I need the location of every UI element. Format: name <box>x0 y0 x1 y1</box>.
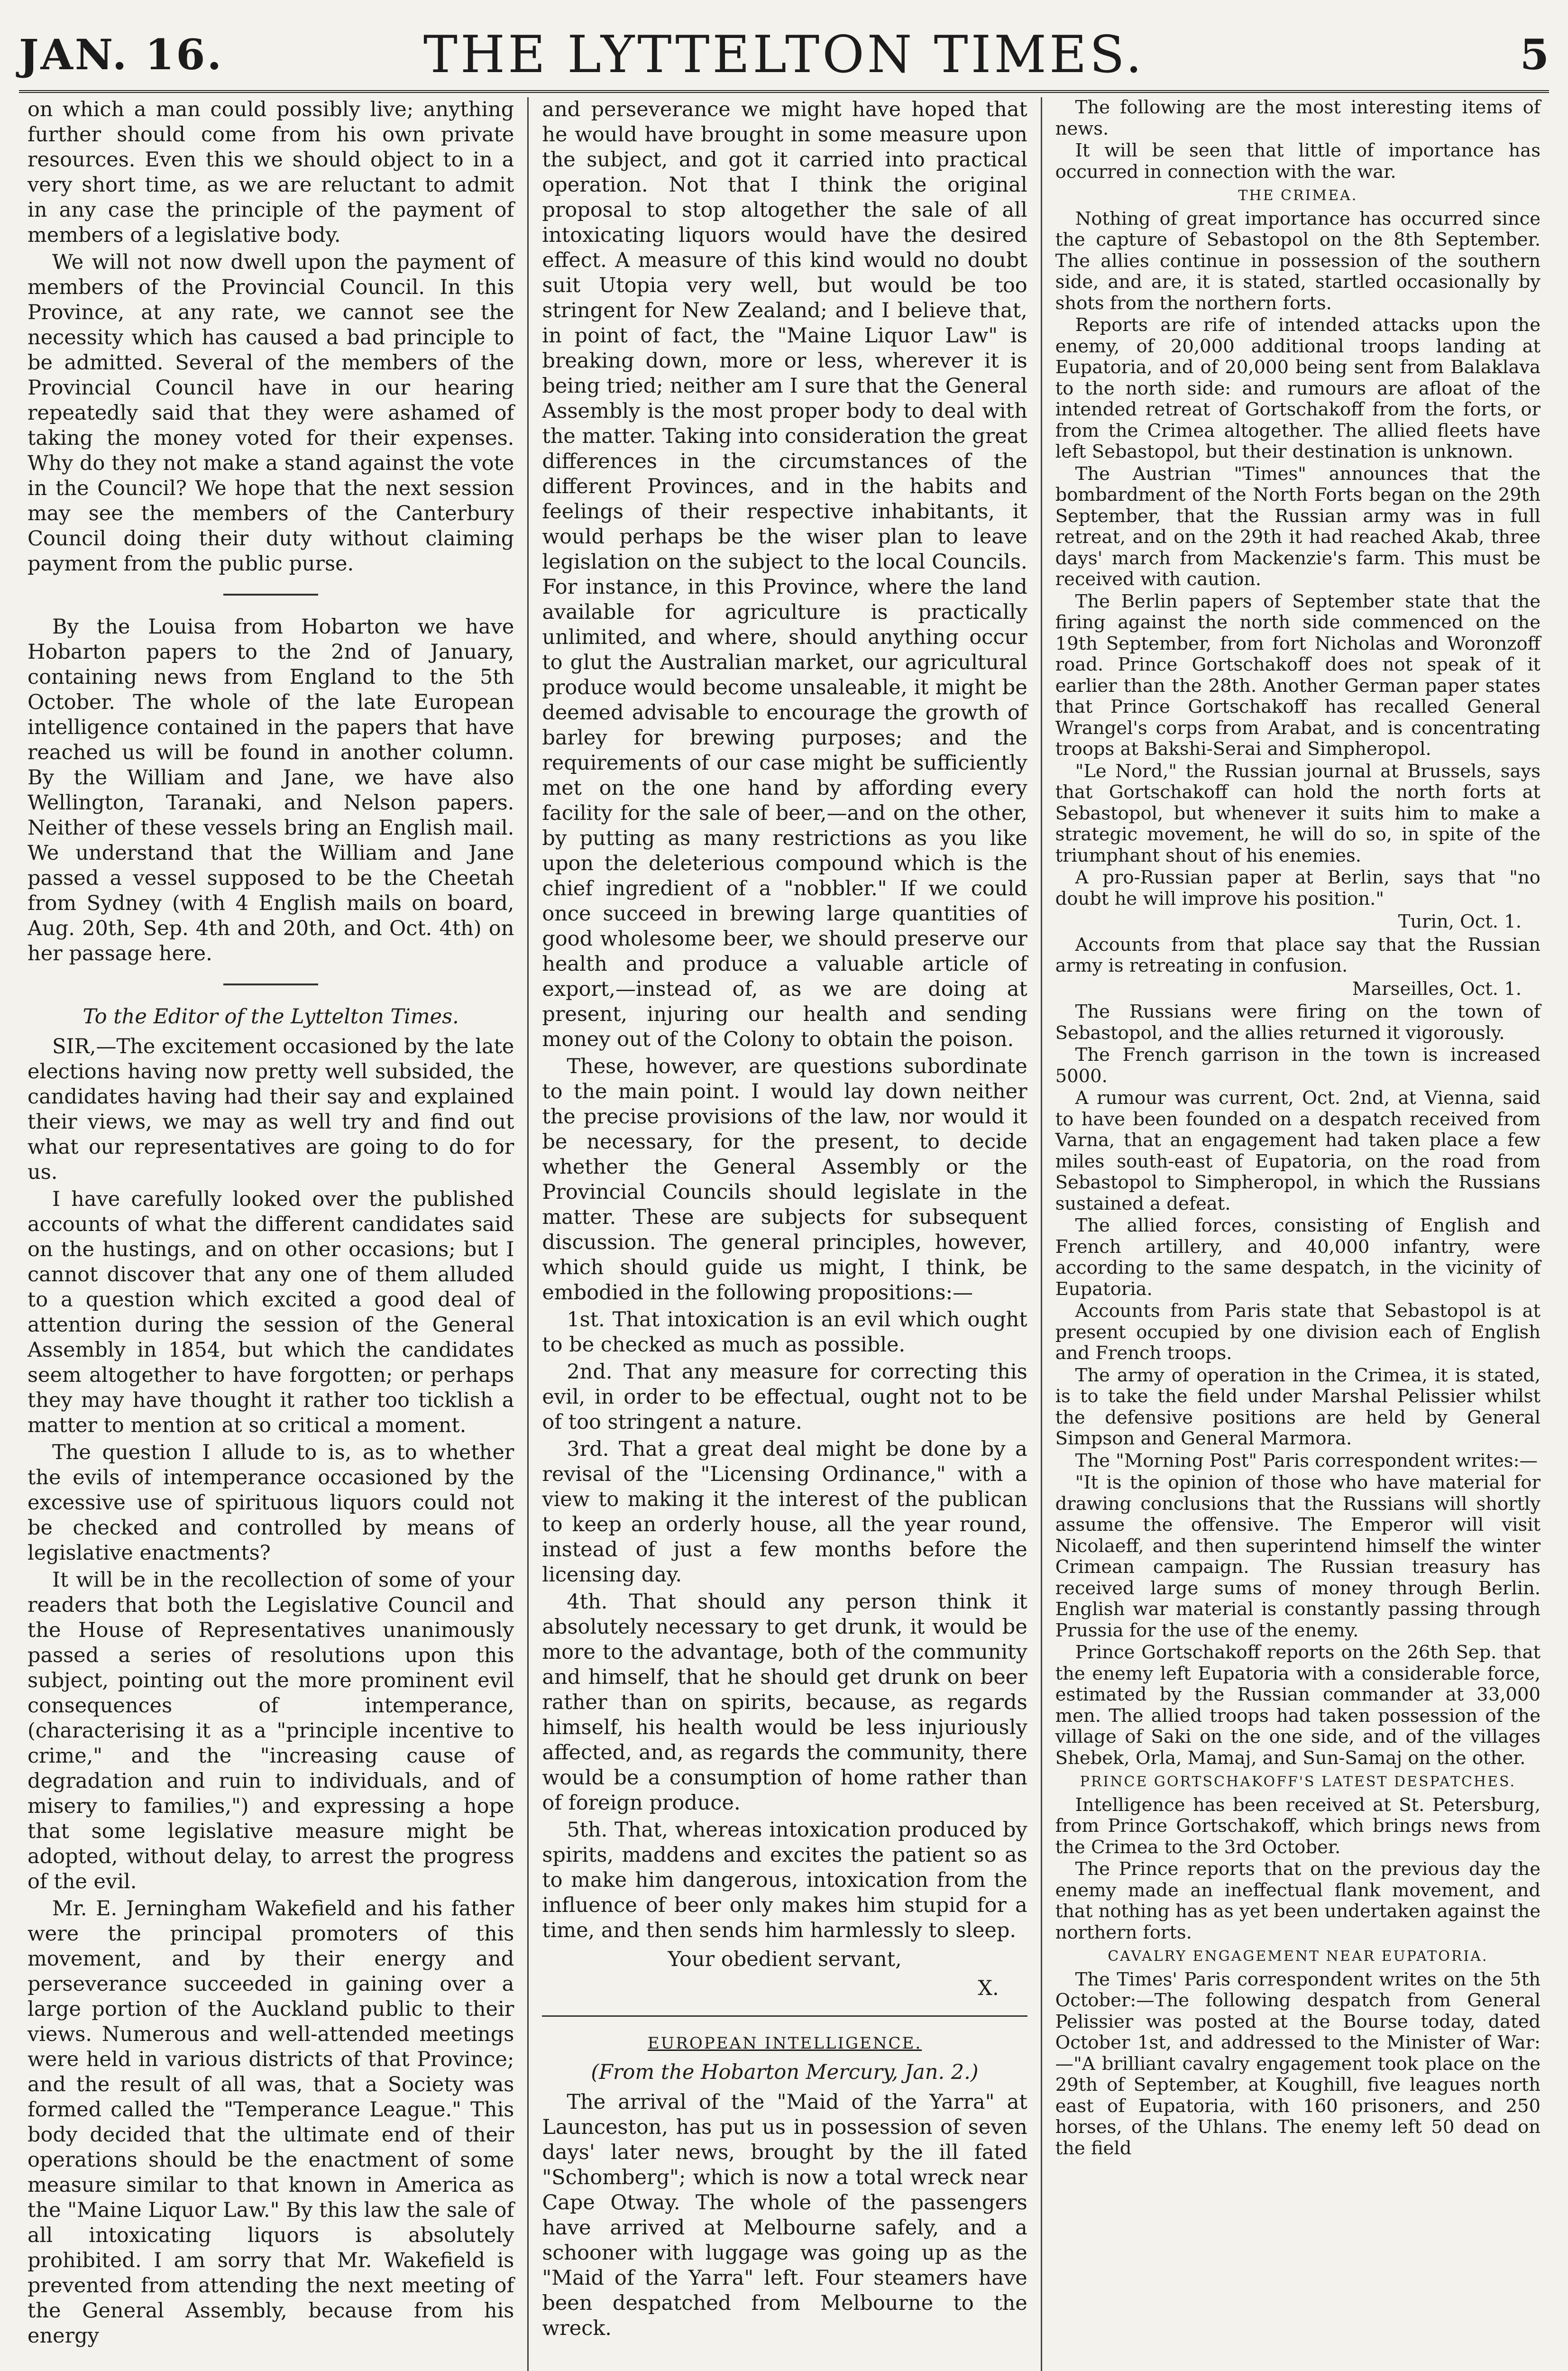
paragraph: "Le Nord," the Russian journal at Brussels, says that Gortschakoff can hold the north forts at Sebastopol, but whenever it suits him to make a strategic movement, he will do so, in spite of the triumphant shout of his enemies. <box>1055 760 1540 866</box>
paragraph: The Austrian "Times" announces that the bombardment of the North Forts began on the 29th September, that the Russian army was in full retreat, and on the 29th it had reached Akab, three days' march from Mackenzie's farm. This must be received with caution. <box>1055 463 1540 590</box>
paragraph: SIR,—The excitement occasioned by the late elections having now pretty well subsided, the candidates having had their say and explained their views, we may as well try and find out what our representatives are going to do for us. <box>28 1035 514 1184</box>
proposition: 5th. That, whereas intoxication produced by spirits, maddens and excites the patient so as to make him dangerous, intoxication from the influence of beer only makes him stupid for a time, and then sends him harmlessly to sleep. <box>542 1818 1027 1942</box>
column-1 <box>14 97 527 2371</box>
paragraph: on which a man could possibly live; anything further should come from his own private resources. Even this we should object to in a very short time, as we are reluctant to admit in any case the principle of the payment of members of a legislative body. <box>28 98 514 247</box>
crimea-heading: THE CRIMEA. <box>1238 187 1358 204</box>
paragraph: Intelligence has been received at St. Petersburg, from Prince Gortschakoff, which brings news from the Crimea to the 3rd October. <box>1055 1794 1540 1858</box>
proposition: 1st. That intoxication is an evil which ought to be checked as much as possible. <box>542 1308 1027 1357</box>
paragraph: I have carefully looked over the published accounts of what the different candidates said on the hustings, and on other occasions; but I cannot discover that any one of them alluded to a question which excited a good deal of attention during the session of the General Assembly in 1854, but which the candidates seem altogether to have forgotten; or perhaps they may have thought it rather too ticklish a matter to mention at so critical a moment. <box>28 1187 514 1437</box>
paragraph: Nothing of great importance has occurred since the capture of Sebastopol on the 8th September. The allies continue in possession of the southern side, and are, it is stated, startled occasionally by shots from the northern forts. <box>1055 208 1540 314</box>
paragraph: These, however, are questions subordinate to the main point. I would lay down neither the precise provisions of the law, nor would it be necessary, for the present, to decide whether the General Assembly or the Provincial Councils should legislate in the matter. These are subjects for subsequent discussion. The general principles, however, which should guide us might, I think, be embodied in the following propositions:— <box>542 1055 1027 1305</box>
paragraph: The Times' Paris correspondent writes on the 5th October:—The following despatch from General Pelissier was posted at the Bourse today, dated October 1st, and addressed to the Minister of War:—"A brilliant cavalry engagement took place on the 29th of September, at Koughill, five leagues north east of Eupatoria, with 160 prisoners, and 250 horses, of the Uhlans. The enemy left 50 dead on the field <box>1055 1968 1540 2159</box>
paragraph: A pro-Russian paper at Berlin, says that "no doubt he will improve his position." <box>1055 867 1540 910</box>
paragraph: "It is the opinion of those who have material for drawing conclusions that the Russians will shortly assume the offensive. The Emperor will visit Nicolaeff, and then superintend himself the winter Crimean campaign. The Russian treasury has received large sums of money through Berlin. English war material is constantly passing through Prussia for the use of the enemy. <box>1055 1472 1540 1641</box>
european-intelligence-title: EUROPEAN INTELLIGENCE. <box>647 2034 922 2053</box>
paragraph: The French garrison in the town is increased 5000. <box>1055 1044 1540 1087</box>
paragraph: Accounts from Paris state that Sebastopol is at present occupied by one division each of English and French troops. <box>1055 1300 1540 1364</box>
article-columns <box>14 97 1554 2371</box>
issue-date: JAN. 16. <box>19 30 224 79</box>
paragraph: Accounts from that place say that the Russian army is retreating in confusion. <box>1055 934 1540 976</box>
paragraph: Prince Gortschakoff reports on the 26th Sep. that the enemy left Eupatoria with a considerable force, estimated by the Russian commander at 33,000 men. The allied troops had taken possession of the village of Saki on the one side, and of the villages Shebek, Orla, Mamaj, and Sun-Samaj on the other. <box>1055 1642 1540 1769</box>
paragraph: It will be in the recollection of some of your readers that both the Legislative Council and the House of Representatives unanimously passed a series of resolutions upon this subject, pointing out the more prominent evil consequences of intemperance, (characterising it as a "principle incentive to crime," and the "increasing cause of degradation and ruin to individuals, and of misery to families,") and expressing a hope that some legislative measure might be adopted, without delay, to arrest the progress of the evil. <box>28 1568 514 1893</box>
cavalry-heading: CAVALRY ENGAGEMENT NEAR EUPATORIA. <box>1108 1948 1488 1965</box>
paragraph: The Berlin papers of September state that the firing against the north side commenced on the 19th September, from fort Nicholas and Woronzoff road. Prince Gortschakoff does not speak of it earlier than the 28th. Another German paper states that Prince Gortschakoff has recalled General Wrangel's corps from Arabat, and is concentrating troops at Bakshi-Serai and Simpheropol. <box>1055 590 1540 760</box>
european-intelligence-heading <box>542 2015 1027 2056</box>
paragraph: Mr. E. Jerningham Wakefield and his father were the principal promoters of this movement, and by their energy and perseverance succeeded in gaining over a large portion of the Auckland public to their views. Numerous and well-attended meetings were held in various districts of that Province; and the result of all was, that a Society was formed called the "Temperance League." This body decided that the ultimate end of their operations should be the enactment of some measure similar to that known in America as the "Maine Liquor Law." By this law the sale of all intoxicating liquors is absolutely prohibited. I am sorry that Mr. Wakefield is prevented from attending the next meeting of the General Assembly, because from his energy <box>28 1897 514 2348</box>
column-2 <box>527 97 1040 2371</box>
gortschakoff-heading: PRINCE GORTSCHAKOFF'S LATEST DESPATCHES. <box>1080 1774 1516 1790</box>
paragraph: The Russians were firing on the town of Sebastopol, and the allies returned it vigorously. <box>1055 1001 1540 1044</box>
proposition: 3rd. That a great deal might be done by a revisal of the "Licensing Ordinance," with a view to making it the interest of the publican to keep an orderly house, all the year round, instead of just a few months before the licensing day. <box>542 1437 1027 1587</box>
paragraph: The arrival of the "Maid of the Yarra" at Launceston, has put us in possession of seven days' later news, brought by the ill fated "Schomberg"; which is now a total wreck near Cape Otway. The whole of the passengers have arrived at Melbourne safely, and a schooner with luggage was going up as the "Maid of the Yarra" left. Four steamers have been despatched from Melbourne to the wreck. <box>542 2090 1027 2340</box>
section-divider <box>223 983 318 985</box>
dateline-turin: Turin, Oct. 1. <box>1398 911 1522 932</box>
paragraph: A rumour was current, Oct. 2nd, at Vienna, said to have been founded on a despatch received from Varna, that an engagement had taken place a few miles south-east of Eupatoria, on the road from Sebastopol to Simpheropol, in which the Russians sustained a defeat. <box>1055 1087 1540 1214</box>
paragraph: and perseverance we might have hoped that he would have brought in some measure upon the subject, and got it carried into practical operation. Not that I think the original proposal to stop altogether the sale of all intoxicating liquors would have the desired effect. A measure of this kind would no doubt suit Utopia very well, but would be too stringent for New Zealand; and I believe that, in point of fact, the "Maine Liquor Law" is breaking down, more or less, wherever it is being tried; neither am I sure that the General Assembly is the most proper body to deal with the matter. Taking into consideration the great differences in the circumstances of the different Provinces, and in the habits and feelings of their respective inhabitants, it would perhaps be the wiser plan to leave legislation on the subject to the local Councils. For instance, in this Province, where the land available for agriculture is practically unlimited, and where, should anything occur to glut the Australian market, our agricultural produce would become unsaleable, it might be deemed advisable to encourage the growth of barley for brewing purposes; and the requirements of our case might be sufficiently met on the one hand by affording every facility for the sale of beer,—and on the other, by putting as many restrictions as you like upon the deleterious compound which is the chief ingredient of a "nobbler." If we could once succeed in brewing large quantities of good wholesome beer, we should preserve our health and produce a valuable article of export,—instead of, as we are doing at present, injuring our health and sending money out of the Colony to obtain the poison. <box>542 98 1027 1051</box>
section-divider <box>223 594 318 596</box>
paragraph: The "Morning Post" Paris correspondent writes:— <box>1075 1450 1538 1471</box>
masthead <box>19 19 1549 93</box>
dateline-marseilles: Marseilles, Oct. 1. <box>1352 978 1522 1000</box>
paragraph: The following are the most interesting items of news. <box>1055 97 1540 139</box>
source-line: (From the Hobarton Mercury, Jan. 2.) <box>591 2060 979 2084</box>
proposition: 4th. That should any person think it absolutely necessary to get drunk, it would be more to the advantage, both of the community and himself, that he should get drunk on beer rather than on spirits, because, as regards himself, his health would be less injuriously affected, and, as regards the community, there would be a consumption of home rather than of foreign produce. <box>542 1590 1027 1815</box>
letter-signoff: Your obedient servant, <box>668 1948 902 1971</box>
paragraph: We will not now dwell upon the payment of members of the Provincial Council. In this Province, at any rate, we cannot see the necessity which has caused a bad principle to be admitted. Several of the members of the Provincial Council have in our hearing repeatedly said that they were ashamed of taking the money voted for their expenses. Why do they not make a stand against the vote in the Council? We hope that the next session may see the members of the Canterbury Council doing their duty without claiming payment from the public purse. <box>28 250 514 576</box>
page-number: 5 <box>1520 30 1549 79</box>
newspaper-title: THE LYTTELTON TIMES. <box>423 25 1145 84</box>
paragraph: It will be seen that little of importance has occurred in connection with the war. <box>1055 140 1540 183</box>
paragraph: The Prince reports that on the previous day the enemy made an ineffectual flank movement, and that nothing has as yet been undertaken against the northern forts. <box>1055 1858 1540 1943</box>
letter-signature: X. <box>978 1976 999 2000</box>
paragraph: The allied forces, consisting of English and French artillery, and 40,000 infantry, were according to the same despatch, in the vicinity of Eupatoria. <box>1055 1215 1540 1300</box>
paragraph: The army of operation in the Crimea, it is stated, is to take the field under Marshal Pelissier whilst the defensive positions are held by General Simpson and General Marmora. <box>1055 1364 1540 1449</box>
paragraph: Reports are rife of intended attacks upon the enemy, of 20,000 additional troops landing at Eupatoria, and of 20,000 being sent from Balaklava to the north side: and rumours are afloat of the intended retreat of Gortschakoff from the forts, or from the Crimea altogether. The allied fleets have left Sebastopol, but their destination is unknown. <box>1055 314 1540 462</box>
paragraph: The question I allude to is, as to whether the evils of intemperance occasioned by the excessive use of spirituous liquors could not be checked and controlled by means of legislative enactments? <box>28 1441 514 1565</box>
letter-heading: To the Editor of the Lyttelton Times. <box>83 1005 459 1029</box>
proposition: 2nd. That any measure for correcting this evil, in order to be effectual, ought not to be of too stringent a nature. <box>542 1360 1027 1434</box>
column-3 <box>1041 97 1554 2371</box>
paragraph: By the Louisa from Hobarton we have Hobarton papers to the 2nd of January, containing news from England to the 5th October. The whole of the late European intelligence contained in the papers that have reached us will be found in another column. By the William and Jane, we have also Wellington, Taranaki, and Nelson papers. Neither of these vessels bring an English mail. We understand that the William and Jane passed a vessel supposed to be the Cheetah from Sydney (with 4 English mails on board, Aug. 20th, Sep. 4th and 20th, and Oct. 4th) on her passage here. <box>28 615 514 965</box>
